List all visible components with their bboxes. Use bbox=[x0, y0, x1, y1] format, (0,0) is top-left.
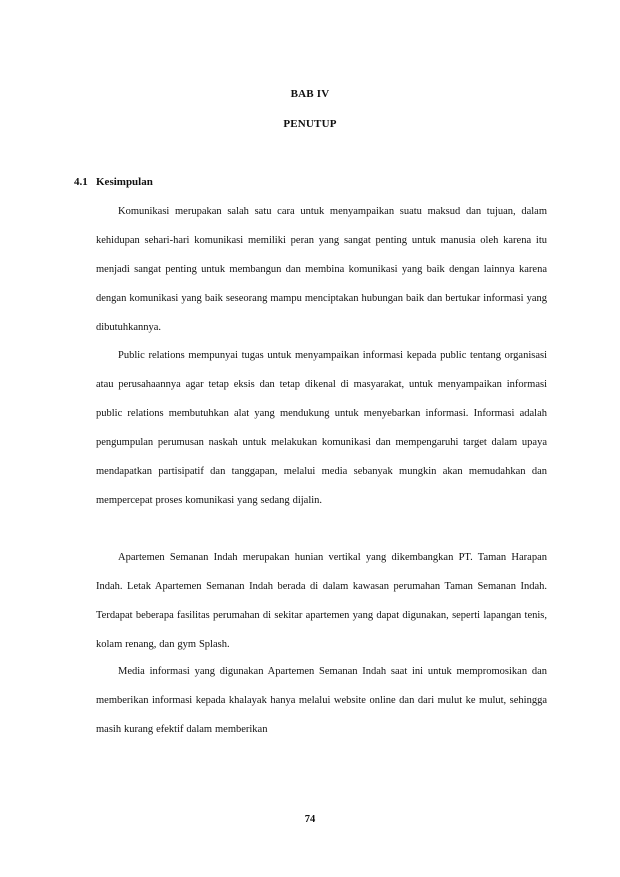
chapter-number: BAB IV bbox=[290, 88, 330, 100]
section-number: 4.1 bbox=[74, 176, 88, 188]
section-heading bbox=[74, 176, 153, 188]
page-number: 74 bbox=[304, 814, 316, 825]
paragraph-communication: Komunikasi merupakan salah satu cara untuk menyampaikan suatu maksud dan tujuan, dalam kehidupan sehari-hari komunikasi memiliki peran yang sangat penting untuk manusia oleh karena itu menjadi sangat penting untuk membangun dan membina komunikasi yang baik dengan lainnya karena dengan komunikasi yang baik seseorang mampu menciptakan hubungan baik dan bertukar informasi yang dibutuhkannya. bbox=[96, 206, 547, 333]
chapter-title: PENUTUP bbox=[283, 118, 337, 130]
paragraph-public-relations: Public relations mempunyai tugas untuk menyampaikan informasi kepada public tentang organisasi atau perusahaannya agar tetap eksis dan tetap dikenal di masyarakat, untuk menyampaikan informasi public relations membutuhkan alat yang mendukung untuk menyebarkan informasi. Informasi adalah pengumpulan perumusan naskah untuk melakukan komunikasi dan mempengaruhi target dalam upaya mendapatkan partisipatif dan tanggapan, melalui media sebanyak mungkin akan memudahkan dan mempercepat proses komunikasi yang sedang dijalin. bbox=[96, 350, 547, 506]
section-title: Kesimpulan bbox=[96, 176, 153, 188]
paragraph-apartment: Apartemen Semanan Indah merupakan hunian vertikal yang dikembangkan PT. Taman Harapan Indah. Letak Apartemen Semanan Indah berada di dalam kawasan perumahan Taman Semanan Indah. Terdapat beberapa fasilitas perumahan di sekitar apartemen yang dapat digunakan, seperti lapangan tenis, kolam renang, dan gym Splash. bbox=[96, 552, 547, 650]
paragraph-media-information: Media informasi yang digunakan Apartemen Semanan Indah saat ini untuk mempromosikan dan memberikan informasi kepada khalayak hanya melalui website online dan dari mulut ke mulut, sehingga masih kurang efektif dalam memberikan bbox=[96, 666, 547, 735]
